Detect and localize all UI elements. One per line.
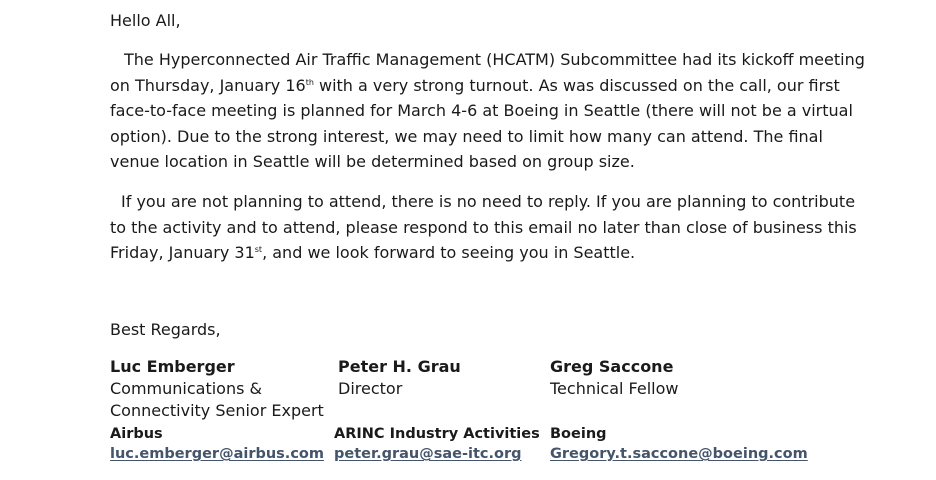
- signer-title: Technical Fellow: [550, 379, 679, 398]
- signature-luc-emberger: [110, 356, 332, 422]
- signer-organization: ARINC Industry Activities: [334, 426, 540, 442]
- paragraph-kickoff: [110, 47, 870, 175]
- signer-name: Peter H. Grau: [338, 357, 461, 376]
- ordinal-suffix: th: [305, 77, 314, 87]
- signer-organization: Airbus: [110, 426, 163, 442]
- ordinal-suffix: st: [254, 245, 263, 254]
- signature-greg-saccone: [550, 356, 790, 400]
- signer-organization: Boeing: [550, 426, 607, 442]
- signer-name: Greg Saccone: [550, 357, 674, 376]
- signer-title: Connectivity Senior Expert: [110, 401, 324, 420]
- signature-peter-grau: [338, 356, 538, 400]
- paragraph-rsvp: [110, 189, 870, 266]
- greeting: Hello All,: [110, 11, 181, 30]
- email-link-luc-emberger[interactable]: luc.emberger@airbus.com: [110, 446, 324, 462]
- paragraph-rsvp-text-start: If you are not planning to attend, there is no need to reply. If you are planning to contribute to the activity and to attend, please respond to this email no later than close of business this Friday, January 31: [110, 192, 857, 262]
- signer-name: Luc Emberger: [110, 357, 235, 376]
- closing: Best Regards,: [110, 320, 221, 339]
- paragraph-rsvp-text-end: , and we look forward to seeing you in Seattle.: [262, 243, 636, 262]
- paragraph-kickoff-text-end: with a very strong turnout. As was discussed on the call, our first face-to-face meeting is planned for March 4-6 at Boeing in Seattle (there will not be a virtual option). Due to the strong interest, we may need to limit how many can attend. The final venue location in Seattle will be determined based on group size.: [110, 75, 853, 171]
- email-link-peter-grau[interactable]: peter.grau@sae-itc.org: [334, 446, 522, 462]
- signer-title: Director: [338, 379, 403, 398]
- email-link-greg-saccone[interactable]: Gregory.t.saccone@boeing.com: [550, 446, 808, 462]
- paragraph-kickoff-text-start: The Hyperconnected Air Traffic Management (HCATM) Subcommittee had its kickoff meeting on Thursday, January 16: [110, 50, 865, 95]
- signer-title: Communications &: [110, 379, 263, 398]
